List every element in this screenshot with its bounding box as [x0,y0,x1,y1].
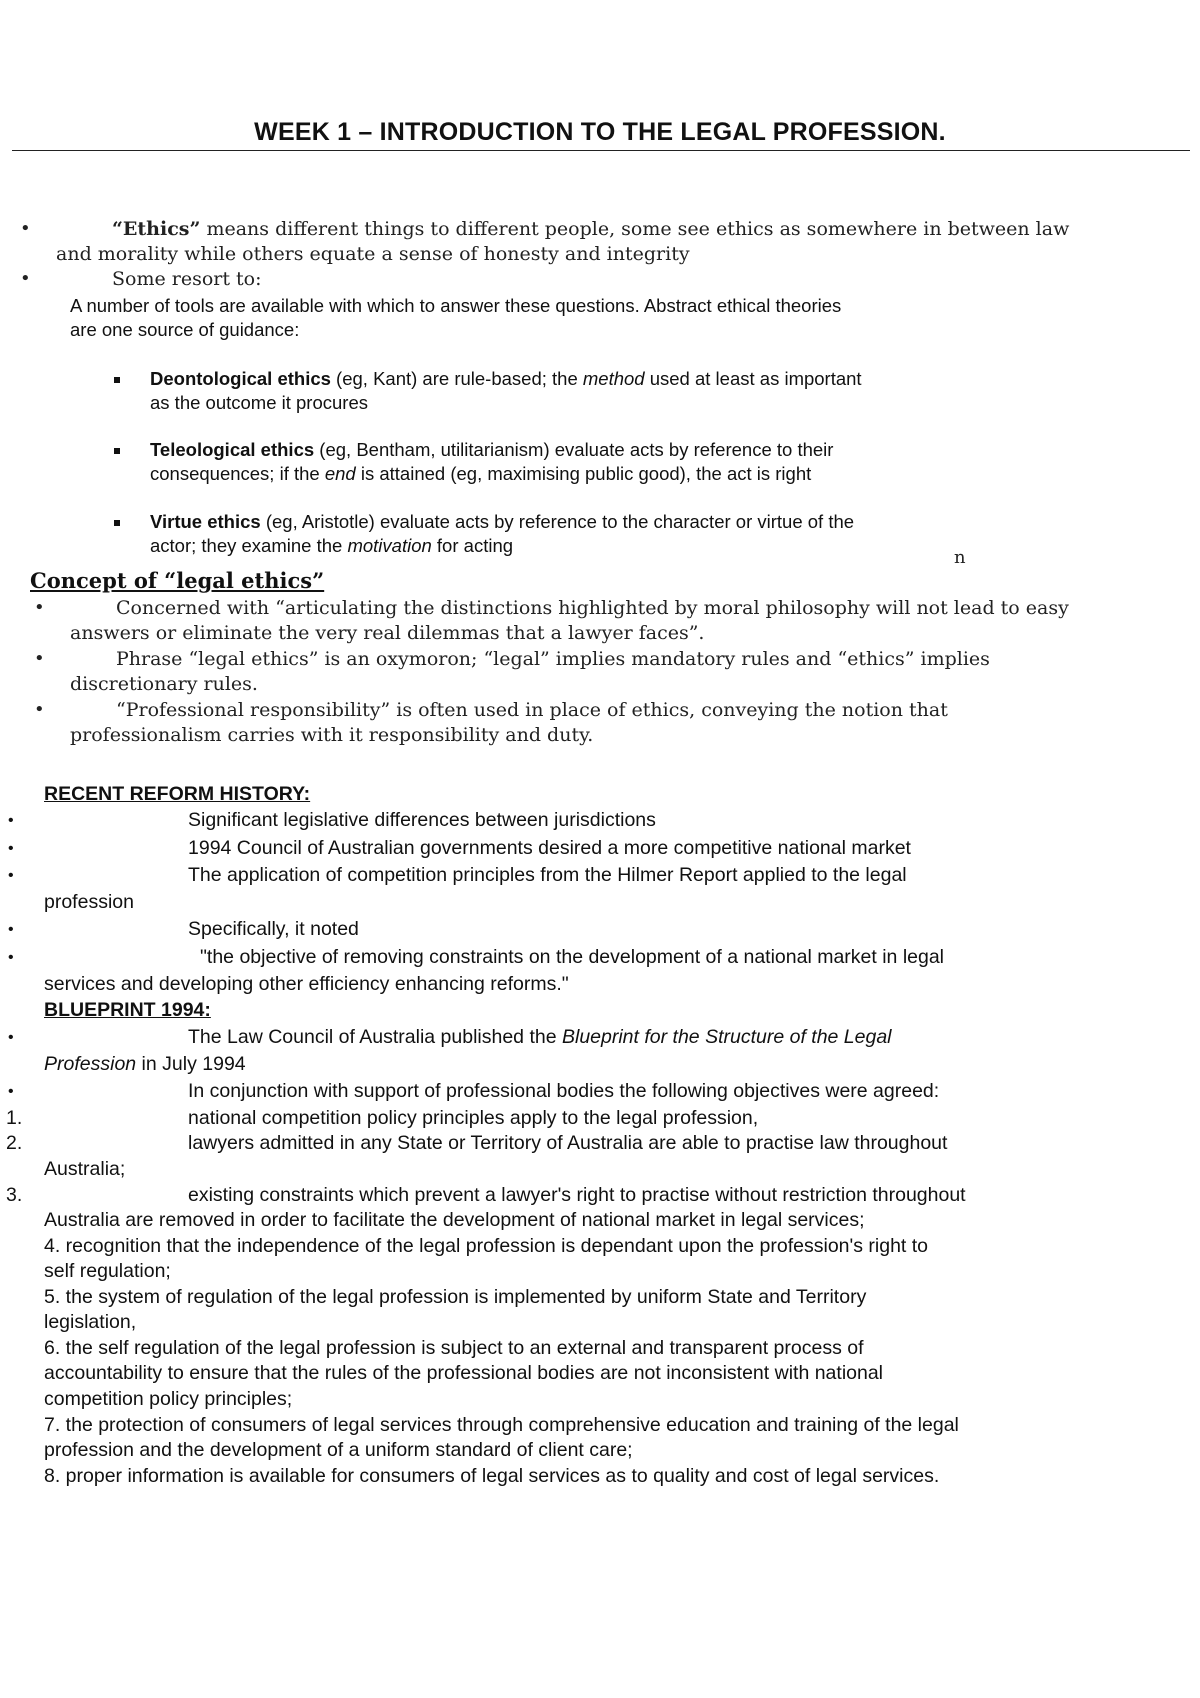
excerpt-item-teleological-line2: consequences; if the end is attained (eg, maximising public good), the act is right [150,463,812,484]
stray-character: n [954,547,966,568]
excerpt-intro-line2: are one source of guidance: [70,319,300,340]
blueprint-bullet-1-line2: Profession in July 1994 [44,1053,246,1075]
square-bullet-icon [114,377,120,383]
excerpt-intro-line1: A number of tools are available with which to answer these questions. Abstract ethical theories [70,295,842,316]
objective-2-line2: Australia; [44,1158,126,1180]
square-bullet-icon [114,448,120,454]
ethics-term: “Ethics” [112,218,201,240]
bullet-icon: • [8,949,14,966]
objective-6: 6. the self regulation of the legal profession is subject to an external and transparent process of [44,1337,864,1359]
objective-3-line2: Australia are removed in order to facilitate the development of national market in legal services; [44,1209,865,1231]
objective-5: 5. the system of regulation of the legal profession is implemented by uniform State and Territory [44,1286,867,1308]
objective-1: national competition policy principles apply to the legal profession, [188,1107,759,1129]
excerpt-item-teleological: Teleological ethics (eg, Bentham, utilitarianism) evaluate acts by reference to their [150,439,834,460]
legal-ethics-bullet-2: Phrase “legal ethics” is an oxymoron; “legal” implies mandatory rules and “ethics” implies [116,648,990,670]
ethics-bullet-2: Some resort to: [112,268,262,290]
legal-ethics-bullet-2-line2: discretionary rules. [70,673,258,695]
reform-bullet-5: "the objective of removing constraints on the development of a national market in legal [200,946,945,968]
reform-heading: RECENT REFORM HISTORY: [44,783,311,805]
reform-bullet-2: 1994 Council of Australian governments desired a more competitive national market [188,837,911,859]
objective-6-line3: competition policy principles; [44,1388,293,1410]
objective-6-line2: accountability to ensure that the rules of the professional bodies are not inconsistent with national [44,1362,884,1384]
objective-4-line2: self regulation; [44,1260,171,1282]
legal-ethics-bullet-1: Concerned with “articulating the distinctions highlighted by moral philosophy will not lead to easy [116,597,1069,619]
bullet-icon: • [34,597,45,618]
reform-bullet-3: The application of competition principles from the Hilmer Report applied to the legal [188,864,907,886]
bullet-icon: • [20,268,31,289]
objective-2: lawyers admitted in any State or Territory of Australia are able to practise law throughout [188,1132,948,1154]
legal-ethics-bullet-3: “Professional responsibility” is often used in place of ethics, conveying the notion that [116,699,948,721]
reform-bullet-4: Specifically, it noted [188,918,359,940]
excerpt-item-deontological-line2: as the outcome it procures [150,392,368,413]
bullet-icon: • [8,921,14,938]
excerpt-item-virtue: Virtue ethics (eg, Aristotle) evaluate acts by reference to the character or virtue of the [150,511,855,532]
bullet-icon: • [34,699,45,720]
bullet-icon: • [8,867,14,884]
reform-bullet-1: Significant legislative differences between jurisdictions [188,809,656,831]
legal-ethics-bullet-1-line2: answers or eliminate the very real dilemmas that a lawyer faces”. [70,622,705,644]
list-number: 2. [6,1132,23,1154]
bullet-icon: • [20,218,31,239]
page-title: WEEK 1 – INTRODUCTION TO THE LEGAL PROFESSION. [254,118,946,146]
title-underline [12,150,1190,151]
ethics-bullet-1-line2: and morality while others equate a sense of honesty and integrity [56,243,690,265]
blueprint-bullet-1: The Law Council of Australia published the Blueprint for the Structure of the Legal [188,1026,892,1048]
blueprint-bullet-2: In conjunction with support of professional bodies the following objectives were agreed: [188,1080,940,1102]
objective-4: 4. recognition that the independence of the legal profession is dependant upon the profession's right to [44,1235,929,1257]
bullet-icon: • [8,812,14,829]
legal-ethics-heading: Concept of “legal ethics” [30,568,325,593]
bullet-icon: • [34,648,45,669]
blueprint-heading: BLUEPRINT 1994: [44,999,211,1021]
bullet-icon: • [8,1029,14,1046]
excerpt-item-deontological: Deontological ethics (eg, Kant) are rule-based; the method used at least as important [150,368,862,389]
excerpt-item-virtue-line2: actor; they examine the motivation for acting [150,535,514,556]
list-number: 3. [6,1184,23,1206]
ethics-bullet-1: “Ethics” means different things to different people, some see ethics as somewhere in between law [112,218,1070,240]
bullet-icon: • [8,840,14,857]
bullet-icon: • [8,1083,14,1100]
square-bullet-icon [114,520,120,526]
legal-ethics-bullet-3-line2: professionalism carries with it responsibility and duty. [70,724,594,746]
objective-5-line2: legislation, [44,1311,137,1333]
objective-8: 8. proper information is available for consumers of legal services as to quality and cost of legal services. [44,1465,940,1487]
reform-bullet-5-line2: services and developing other efficiency enhancing reforms." [44,973,569,995]
list-number: 1. [6,1107,23,1129]
reform-bullet-3-line2: profession [44,891,134,913]
objective-7: 7. the protection of consumers of legal services through comprehensive education and training of the legal [44,1414,959,1436]
objective-7-line2: profession and the development of a uniform standard of client care; [44,1439,633,1461]
objective-3: existing constraints which prevent a lawyer's right to practise without restriction throughout [188,1184,966,1206]
